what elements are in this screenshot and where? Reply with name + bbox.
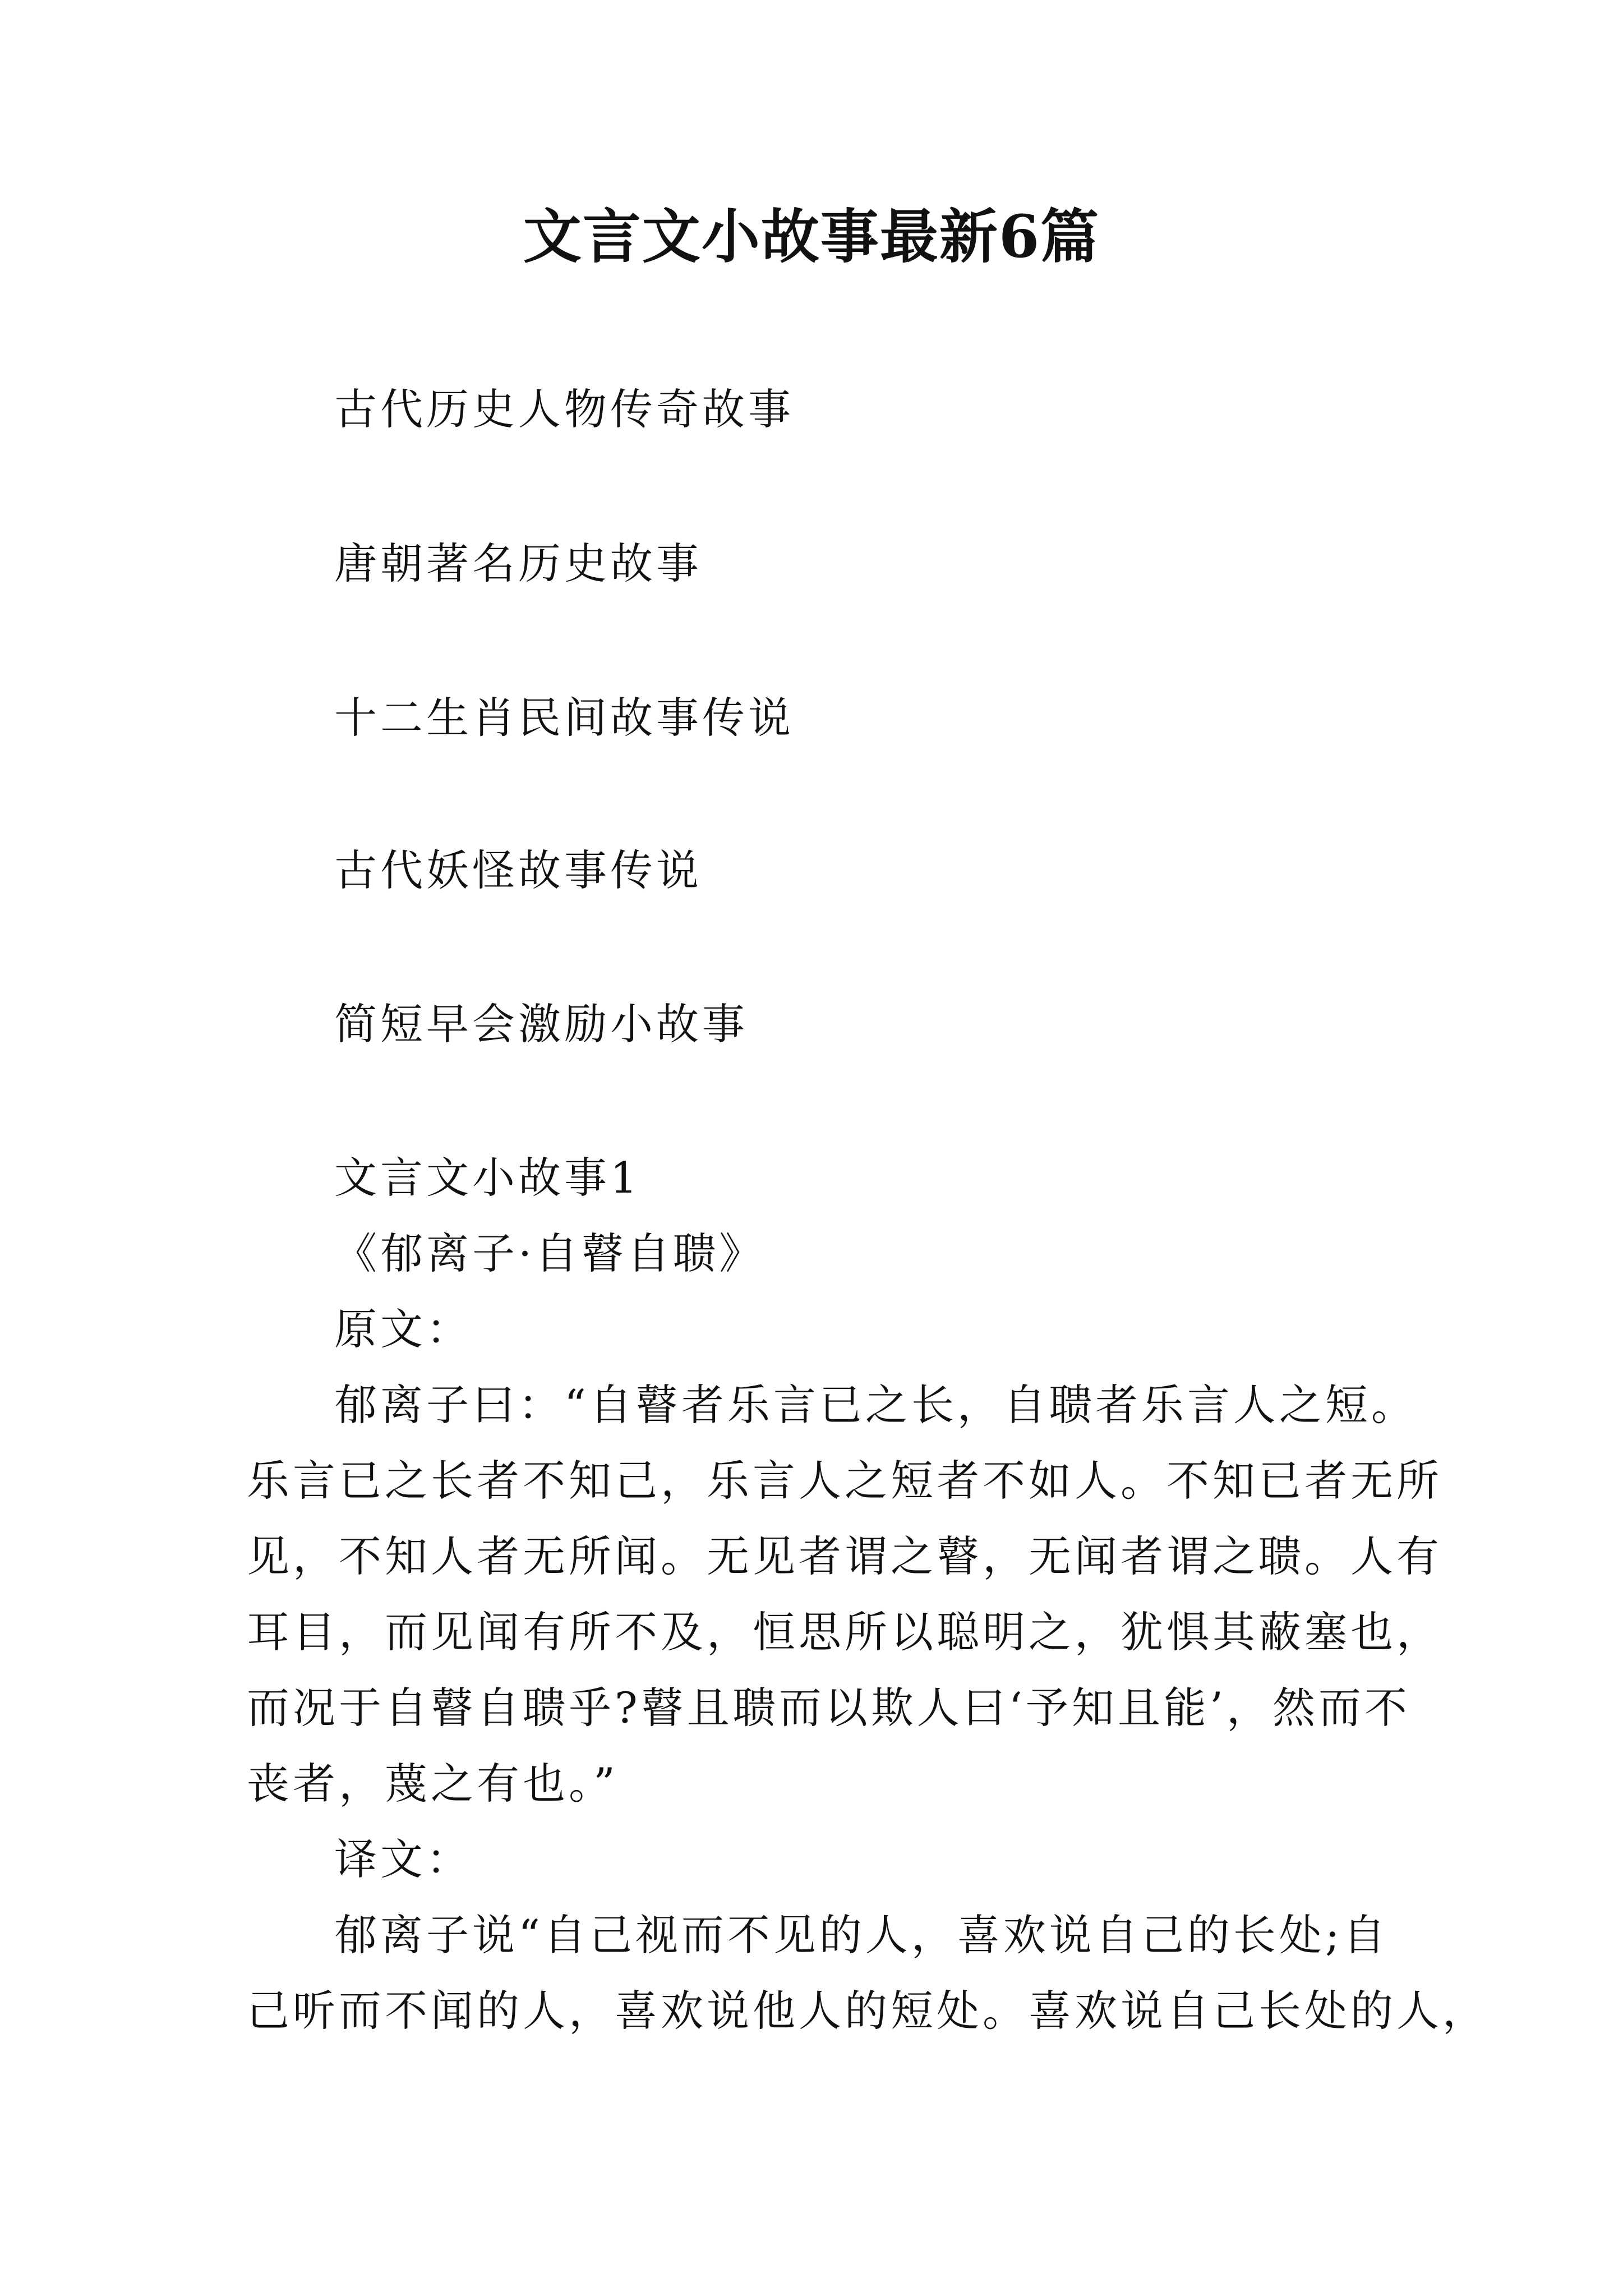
section-heading: 文言文小故事1	[334, 1153, 641, 1203]
page-title: 文言文小故事最新6篇	[523, 202, 1100, 271]
translation-text-line: 郁离子说“自己视而不见的人，喜欢说自己的长处;自	[334, 1910, 1389, 1960]
related-link-ancient-figures[interactable]: 古代历史人物传奇故事	[334, 384, 794, 434]
original-text-line: 丧者，蔑之有也。”	[247, 1759, 619, 1809]
original-text-line: 郁离子曰：“自瞽者乐言已之长，自聩者乐言人之短。	[334, 1380, 1417, 1430]
original-text-line: 而况于自瞽自聩乎?瞽且聩而以欺人曰‘予知且能’，然而不	[247, 1683, 1411, 1733]
original-text-line: 乐言已之长者不知己，乐言人之短者不如人。不知已者无所	[247, 1456, 1442, 1506]
translation-label: 译文：	[334, 1834, 472, 1884]
original-text-line: 耳目，而见闻有所不及，恒思所以聪明之，犹惧其蔽塞也，	[247, 1607, 1442, 1657]
work-title: 《郁离子·自瞽自聩》	[334, 1228, 766, 1278]
translation-text-line: 己听而不闻的人，喜欢说他人的短处。喜欢说自己长处的人，	[247, 1986, 1488, 2036]
related-link-tang-history[interactable]: 唐朝著名历史故事	[334, 539, 702, 588]
original-label: 原文：	[334, 1304, 472, 1354]
related-link-zodiac-legends[interactable]: 十二生肖民间故事传说	[334, 693, 794, 743]
related-link-morning-stories[interactable]: 简短早会激励小故事	[334, 999, 748, 1049]
related-link-monster-legends[interactable]: 古代妖怪故事传说	[334, 845, 702, 895]
original-text-line: 见，不知人者无所闻。无见者谓之瞽，无闻者谓之聩。人有	[247, 1531, 1442, 1581]
